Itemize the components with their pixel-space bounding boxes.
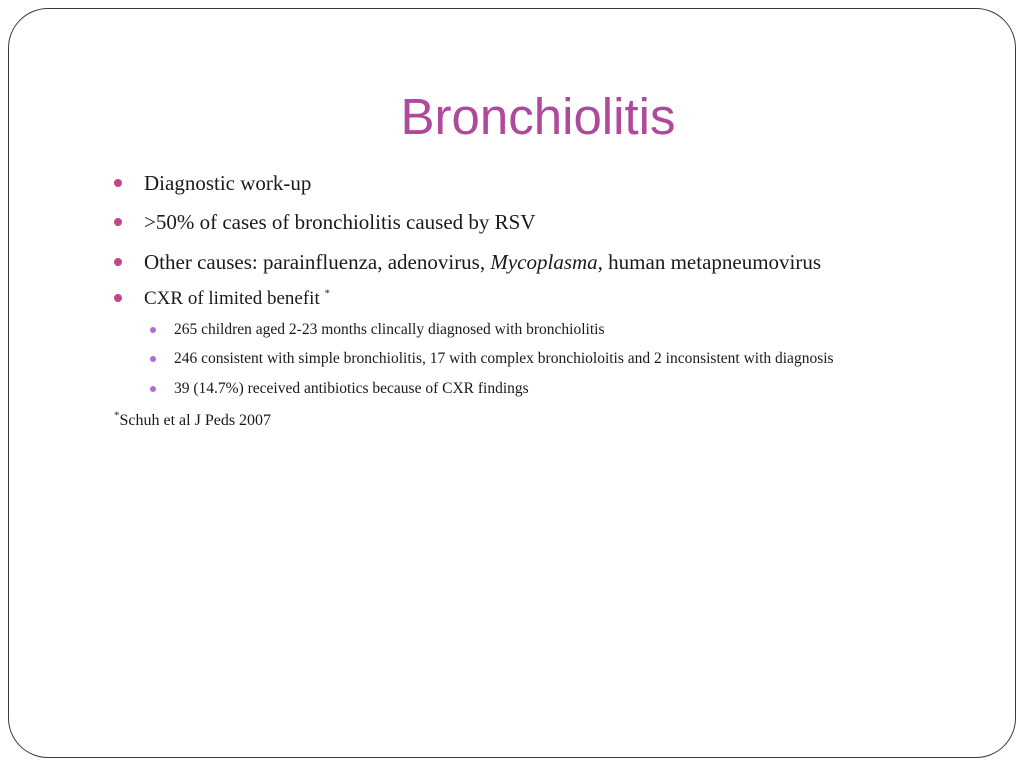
sub-bullet-39-antibiotics xyxy=(174,379,529,399)
slide-title: Bronchiolitis xyxy=(400,88,676,145)
bullet-rsv-cases xyxy=(144,209,536,235)
footnote-text: Schuh et al J Peds 2007 xyxy=(119,412,272,429)
sub-bullet-dot-icon xyxy=(150,327,156,333)
bullet-text: >50% of cases of bronchiolitis caused by RSV xyxy=(144,210,536,234)
bullet-cxr-benefit xyxy=(144,286,330,312)
bullet-dot-icon xyxy=(114,294,122,302)
sub-bullet-dot-icon xyxy=(150,356,156,362)
bullet-text: CXR of limited benefit xyxy=(144,288,325,309)
bullet-diagnostic-workup xyxy=(144,170,311,196)
bullet-dot-icon xyxy=(114,218,122,226)
bullet-other-causes xyxy=(144,249,821,275)
sub-bullet-text: 265 children aged 2-23 months clincally diagnosed with bronchiolitis xyxy=(174,321,605,338)
bullet-dot-icon xyxy=(114,258,122,266)
footnote xyxy=(114,410,271,432)
sub-bullet-246-consistent xyxy=(174,349,834,369)
bullet-text-italic: Mycoplasma, xyxy=(490,250,603,274)
bullet-text-after: human metapneumovirus xyxy=(602,250,822,274)
bullet-text-before: Other causes: parainfluenza, adenovirus, xyxy=(144,250,491,274)
bullet-text: Diagnostic work-up xyxy=(144,171,312,195)
footnote-marker: * xyxy=(114,409,120,422)
bullet-dot-icon xyxy=(114,179,122,187)
sub-bullet-265-children xyxy=(174,320,604,340)
footnote-marker: * xyxy=(324,287,330,300)
sub-bullet-text: 246 consistent with simple bronchiolitis, 17 with complex bronchioloitis and 2 inconsistent with diagnosis xyxy=(174,350,834,367)
sub-bullet-dot-icon xyxy=(150,386,156,392)
sub-bullet-text: 39 (14.7%) received antibiotics because of CXR findings xyxy=(174,380,529,397)
